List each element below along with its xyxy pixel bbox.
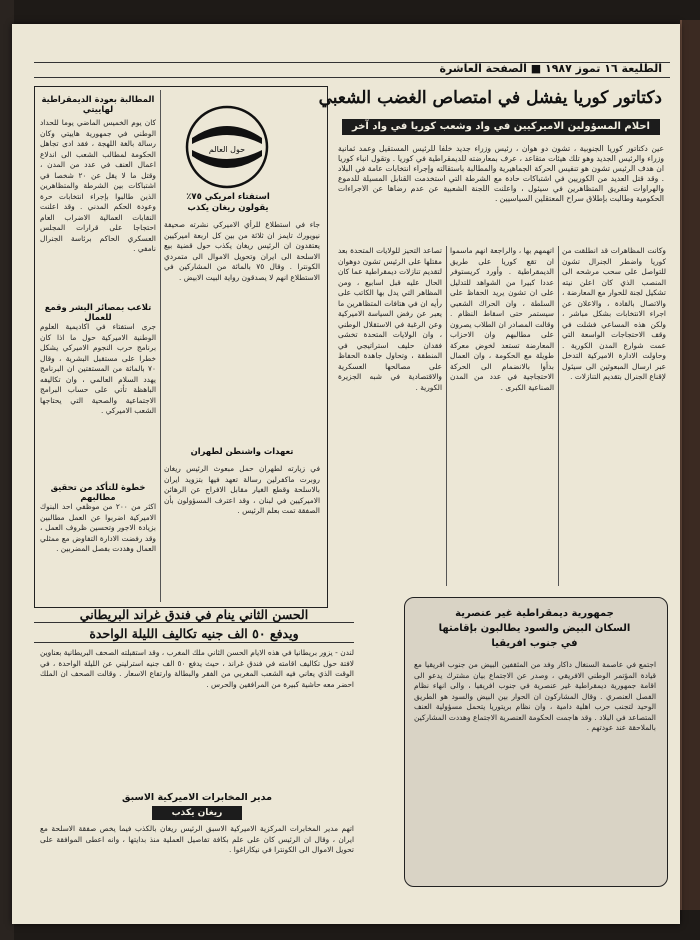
globe-logo (184, 104, 270, 190)
main-subheadline: احلام المسؤولين الاميركيين في واد وشعب كوريا في واد آخر (342, 119, 660, 135)
tehran-pledge-title: تعهدات واشنطن لطهران (190, 446, 294, 456)
page-header (34, 62, 670, 78)
page-label: الطليعة ١٦ تموز ١٩٨٧ ■ الصفحة العاشرة (439, 62, 662, 75)
bank-strike-title: خطوة للتأكد من تحقيق مطالبهم (50, 482, 146, 502)
binder-spine (680, 20, 700, 910)
logo-caption: استفتاء امريكي ٧٥٪ يقولون ريغان يكذب (186, 192, 270, 213)
rule (34, 622, 354, 623)
south-africa-text: اجتمع في عاصمة السنغال داكار وفد من المثقفين البيض من جنوب افريقيا مع قيادة المؤتمر الوطني الافريقي ، وصدر عن الاجتماع بيان مشترك يدعو الى اقامة جمهورية ديمقراطية غير عنصرية في جنوب افريقيا ، والى انهاء نظام الفصل العنصري . وقال المشاركون ان الحوار بين البيض والسود هو الطريق الوحيد لتجنب حرب اهلية دامية ، وان نظام بريتوريا يتحمل مسؤولية العنف المتصاعد في البلاد . وقد هاجمت الحكومة العنصرية الاجتماع وهددت المشاركين بالملاحقة عند عودتهم . (414, 660, 656, 732)
south-africa-title (407, 606, 662, 651)
main-lead: عين دكتاتور كوريا الجنوبية ، تشون دو هوان ، رئيس وزراء جديد خلفا للرئيس المستقيل وعمد ثمانية وزراء والرئيس الجديد وهو تلك هيئات متقاعد ، عرف بمعارضته للديمقراطية في كوريا . وتقول انباء كوريا ان هدف الرئيس تشون هو تنفيس الحركة الجماهيرية والمطالبة باستقالته وإجراء انتخابات عامة في البلاد . وقد قتل العديد من الكوريين في اشتباكات حادة مع الشرطة التي استخدمت القنابل المسيلة للدموع والهراوات لتفريق المتظاهرين في سيئول ، واعلنت اللجنة الشعبية عن عدم رضاها عن الاجراءات الحكومية وطالبت بإطلاق سراح المعتقلين السياسيين . (338, 144, 664, 203)
main-column-1: وكانت المظاهرات قد انطلقت من كوريا واضطر الجنرال تشون للتواصل على سحب مرشحه الى المنصب الذي كان اعلن نيته تشكيل لجنة للحوار مع المعارضة ، والاتصال بالقادة ، والاعلان عن اجراء الانتخابات بشكل مباشر ، ولكن هذه المساعي فشلت في وقف الاحتجاجات الواسعة التي عمت شوارع المدن الكورية . وحاولت الادارة الاميركية التدخل عبر ارسال المبعوثين الى سيئول لإقناع الجنرال بتقديم التنازلات . (562, 246, 666, 381)
column-divider (160, 90, 161, 602)
tehran-pledge-text: في زيارته لطهران حمل مبعوث الرئيس ريغان روبرت ماكفرلين رسالة تعهد فيها بتزويد ايران بالاسلحة وقطع الغيار مقابل الافراج عن الرهائن الاميركيين في لبنان ، وقد اعترف المسؤولون بأن الصفقة تمت بعلم الرئيس . (164, 464, 320, 515)
haiti-title: المطالبة بعودة الديمقراطية لهاييتي (41, 94, 155, 114)
south-africa-title-2: السكان البيض والسود يطالبون بإقامتها (438, 623, 631, 634)
star-wars-title: تلاعب بمصائر البشر وقمع للعمال (44, 302, 152, 322)
cia-title: مدير المخابرات الاميركية الاسبق (122, 792, 272, 803)
main-column-2: اتهمهم بها ، والراجعة انهم ماسموا ان تقع كوريا على طريق الديمقراطية . وأورد كريستوفر عددا كبيرا من الشواهد للتدليل على ان تشون يريد الحفاظ على السلطة ، وان الحراك الشعبي سيستمر حتى اسقاط النظام . وقالت المصادر ان الطلاب يصرون على مطالبهم وان الاحزاب المعارضة تستعد لخوض معركة طويلة مع الحكومة ، وان العمال بدأوا بالانضمام الى الحركة الاحتجاجية في عدد من المدن الصناعية الكبرى . (450, 246, 554, 392)
morocco-headline: الحسن الثاني ينام في فندق غراند البريطاني (79, 607, 309, 622)
svg-text:حول العالم: حول العالم (208, 145, 246, 154)
main-headline: دكتاتور كوريا يفشل في امتصاص الغضب الشعبي (318, 88, 662, 108)
bank-strike-text: اكثر من ٢٠٠ من موظفي احد البنوك الاميركية اضربوا عن العمل مطالبين بزيادة الاجور وتحسين ظروف العمل ، وقد رفضت الادارة التفاوض مع ممثلي العمال وهددت بفصل المضربين . (40, 502, 156, 553)
column-divider (558, 246, 559, 586)
star-wars-text: جرى استفتاء في اكاديمية العلوم الوطنية الاميركية حول ما اذا كان برنامج حرب النجوم الاميركي يشكل خطرا على مستقبل البشرية ، وقال ٧٠ بالمائة من المستفتين ان البرنامج يهدد السلام العالمي ، وان تكاليفه الباهظة تأتي على حساب البرامج الاجتماعية والصحية التي يحتاجها الشعب الاميركي . (40, 322, 156, 415)
haiti-text: كان يوم الخميس الماضي يوما للحداد الوطني في جمهورية هاييتي وكان رسالة بالغة اللهجة ، فقد ادى تجاهل الحكومة لمطالب الشعب الى اندلاع اعمال العنف في عدد من المدن ، وقتل ما لا يقل عن ٢٠ شخصا في اشتباكات بين الشرطة والمتظاهرين الذين طالبوا بإجراء انتخابات حرة وعودة الحكم المدني . وقد اعلنت النقابات العمالية الاضراب العام احتجاجا على قرارات المجلس العسكري الحاكم برئاسة الجنرال نامفي . (40, 118, 156, 253)
south-africa-title-3: في جنوب افريقيا (491, 638, 578, 649)
main-column-3: تصاعد التحيز للولايات المتحدة بعد مقتلها على الرئيس تشون دوهوان لتقديم تنازلات ديمقراطية عما كان الحال عليه قبل اسابيع ، ومن المظاهر التي يدل بها الكاتب على رأيه ان في هتافات المتظاهرين ما يعبر عن رفض السياسة الاميركية وعن الرغبة في الاستقلال الوطني ، وان الولايات المتحدة تخشى فقدان حليف استراتيجي في المنطقة ، وتحاول جاهدة الحفاظ على مصالحها العسكرية والاقتصادية في شبه الجزيرة الكورية . (338, 246, 442, 392)
newspaper-page (12, 24, 680, 924)
morocco-subheadline: ويدفع ٥٠ الف جنيه تكاليف الليلة الواحدة (89, 626, 299, 641)
morocco-text: لندن - يزور بريطانيا في هذه الايام الحسن الثاني ملك المغرب ، وقد استقبلته الصحف البريطانية بعناوين لافتة حول تكاليف اقامته في فندق غراند ، حيث يدفع ٥٠ الف جنيه استرليني عن الليلة الواحدة ، في الوقت الذي يعاني فيه الشعب المغربي من الفقر والبطالة وارتفاع الاسعار . وقالت الصحف ان الملك احضر معه حاشية كبيرة من المرافقين والحرس . (40, 648, 354, 689)
column-divider (446, 246, 447, 586)
middle-text: جاء في استطلاع للرأي الاميركي نشرته صحيفة نيويورك تايمز ان ثلاثة من بين كل اربعة اميركيين يعتقدون ان الرئيس ريغان يكذب حول قضية بيع الاسلحة الى ايران وتحويل الاموال الى متمردي الكونترا . وقال ٧٥ بالمائة من المشاركين في الاستطلاع انهم لا يصدقون رواية البيت الابيض . (164, 220, 320, 282)
cia-text: اتهم مدير المخابرات المركزية الاميركية الاسبق الرئيس ريغان بالكذب فيما يخص صفقة الاسلحة مع ايران ، وقال ان الرئيس كان على علم بكافة تفاصيل العملية منذ بدايتها ، وانه اعطى الموافقة على تحويل الاموال الى الكونترا في نيكاراغوا . (40, 824, 354, 854)
south-africa-title-1: جمهورية ديمقراطية غير عنصرية (455, 608, 614, 619)
rule (34, 642, 354, 643)
reagan-lies-tag: ريغان يكذب (152, 806, 242, 820)
